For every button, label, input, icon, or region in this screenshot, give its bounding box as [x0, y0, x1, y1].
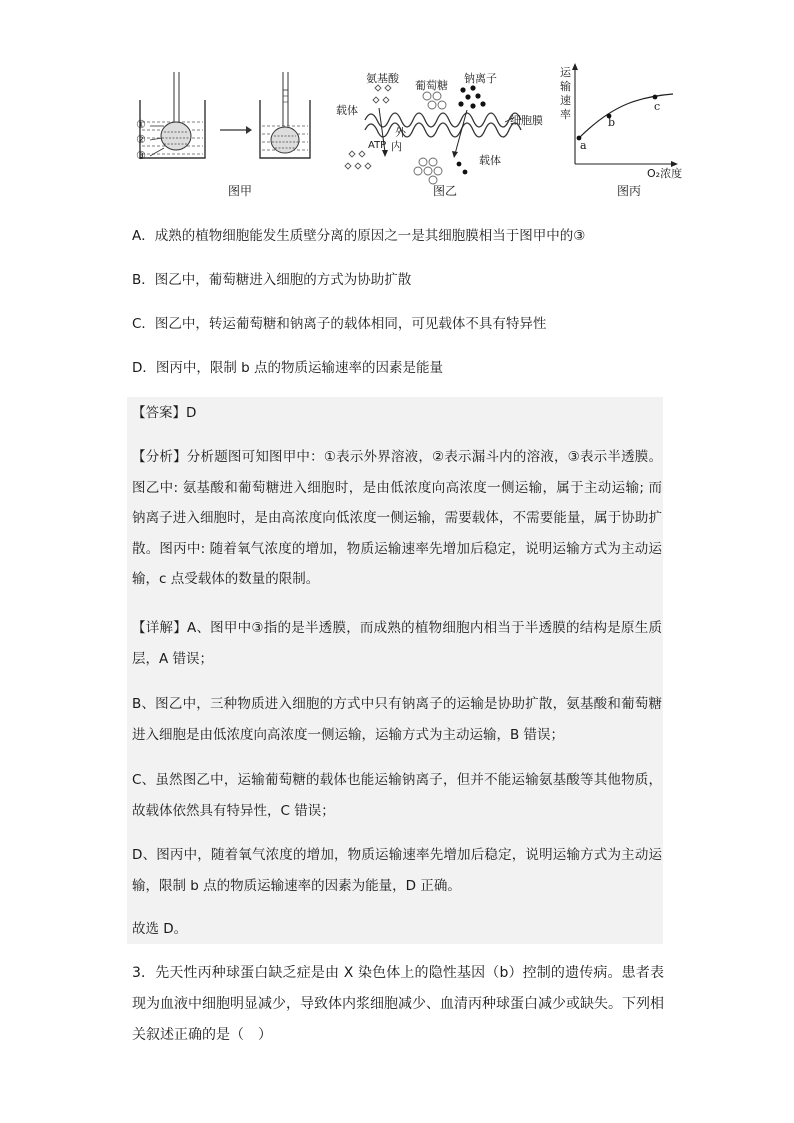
option-c: C．图乙中，转运葡萄糖和钠离子的载体相同，可见载体不具有特异性 — [132, 316, 547, 332]
y-axis-label-3: 速 — [560, 94, 571, 107]
label-cell-membrane: 细胞膜 — [510, 114, 543, 127]
label-carrier-bottom: 载体 — [479, 154, 501, 167]
figure-yi — [335, 60, 550, 200]
label-1: ① — [136, 118, 146, 131]
label-carrier-top: 载体 — [336, 104, 358, 117]
caption-bing: 图丙 — [617, 184, 642, 198]
question-3: 3．先天性丙种球蛋白缺乏症是由 X 染色体上的隐性基因（b）控制的遗传病。患者表现为血液中细胞明显减少，导致体内浆细胞减少、血清丙种球蛋白减少或缺失。下列相关叙述正确的是（ ） — [132, 965, 664, 1043]
conclusion: 故选 D。 — [132, 921, 188, 937]
detail-c: C、虽然图乙中，运输葡萄糖的载体也能运输钠离子，但并不能运输氨基酸等其他物质，故载体依然具有特异性，C 错误； — [132, 772, 662, 819]
label-glucose: 葡萄糖 — [415, 79, 448, 92]
option-b: B．图乙中，葡萄糖进入细胞的方式为协助扩散 — [132, 272, 412, 288]
detail-b: B、图乙中，三种物质进入细胞的方式中只有钠离子的运输是协助扩散，氨基酸和葡萄糖进入细胞是由低浓度向高浓度一侧运输，运输方式为主动运输，B 错误； — [132, 696, 662, 743]
caption-yi: 图乙 — [433, 184, 458, 198]
label-atp: ATP — [368, 140, 387, 151]
option-a: A．成熟的植物细胞能发生质壁分离的原因之一是其细胞膜相当于图甲中的③ — [132, 228, 586, 244]
option-d: D．图丙中，限制 b 点的物质运输速率的因素是能量 — [132, 360, 444, 376]
detail-d: D、图丙中，随着氧气浓度的增加，物质运输速率先增加后稳定，说明运输方式为主动运输，限制 b 点的物质运输速率的因素为能量，D 正确。 — [132, 847, 662, 894]
label-inside: 内 — [391, 140, 402, 153]
label-amino-acid: 氨基酸 — [366, 72, 399, 85]
label-3: ③ — [136, 149, 146, 162]
label-2: ② — [136, 133, 146, 146]
figure-jia — [130, 60, 345, 200]
x-axis-label: O₂浓度 — [647, 167, 683, 180]
y-axis-label-4: 率 — [560, 108, 571, 121]
figure-bing — [555, 60, 690, 200]
caption-jia: 图甲 — [228, 184, 253, 198]
y-axis-label-1: 运 — [560, 66, 571, 79]
analysis-paragraph: 【分析】分析题图可知图甲中：①表示外界溶液，②表示漏斗内的溶液，③表示半透膜。图乙中: 氨基酸和葡萄糖进入细胞时，是由低浓度向高浓度一侧运输，属于主动运输; 而钠离子进入细胞时，是由高浓度向低浓度一侧运输，需要载体，不需要能量，属于协助扩散。图丙中: 随着氧气浓度的增加，物质运输速率先增加后稳定，说明运输方式为主动运输，c 点受载体的数量的限制。 — [132, 449, 662, 587]
point-b-label: b — [608, 116, 616, 129]
osmosis-apparatus-diagram — [130, 60, 345, 200]
label-outside: 外 — [395, 126, 406, 139]
y-axis-label-2: 输 — [560, 80, 571, 93]
answer-line: 【答案】D — [132, 405, 197, 421]
label-sodium: 钠离子 — [464, 72, 497, 85]
point-a-label: a — [580, 139, 587, 152]
detail-a: 【详解】A、图甲中③指的是半透膜，而成熟的植物细胞内相当于半透膜的结构是原生质层，A 错误； — [132, 620, 662, 667]
point-c-label: c — [654, 100, 661, 113]
